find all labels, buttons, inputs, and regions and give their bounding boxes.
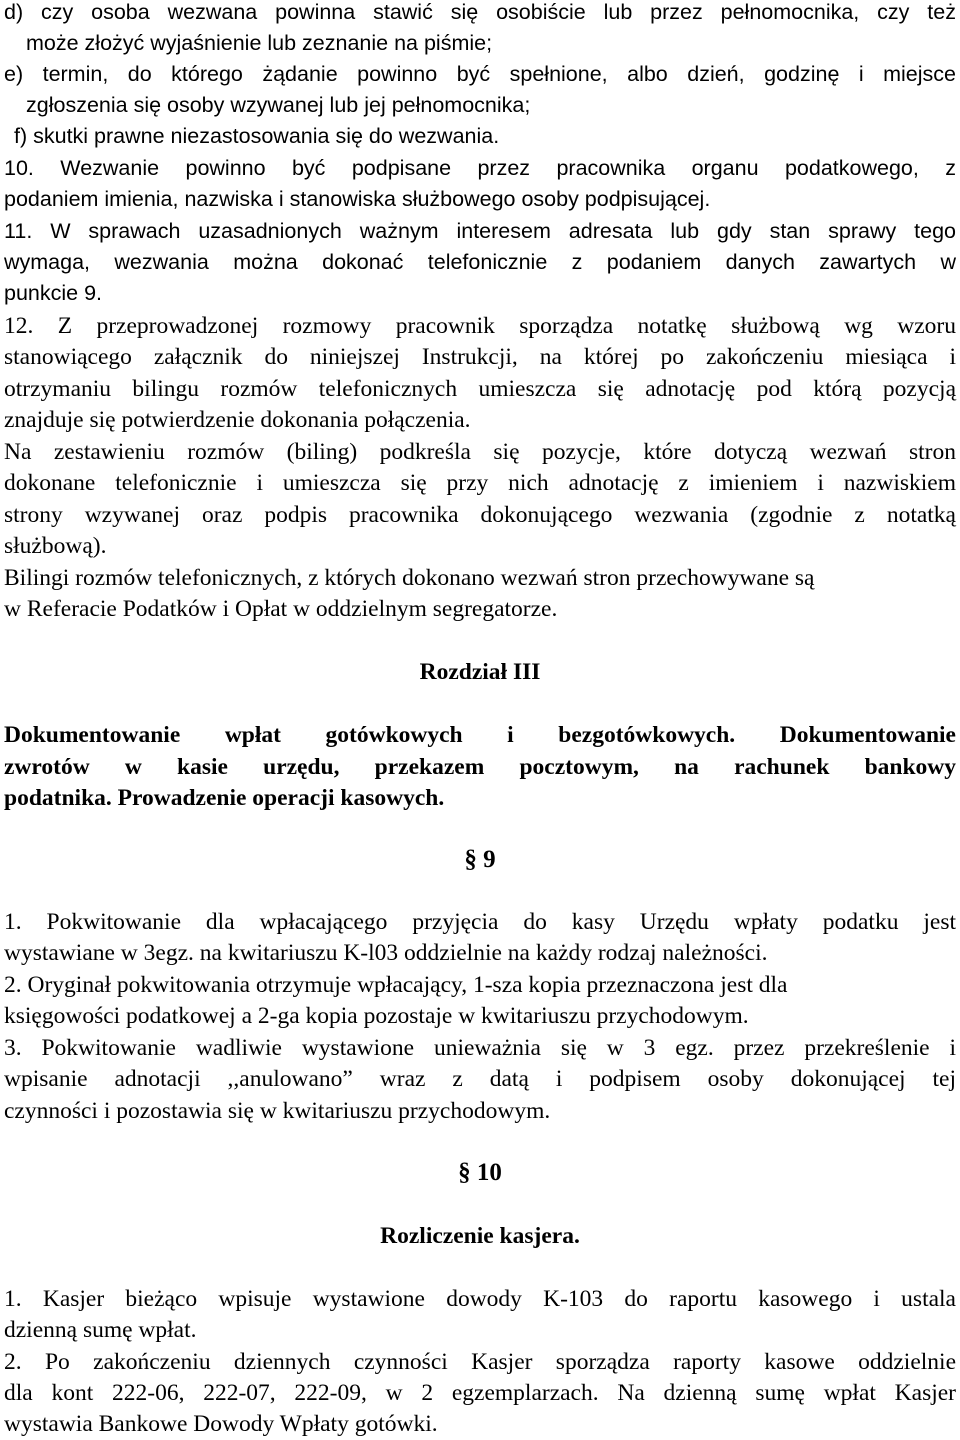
section-10-item-2-line-2: dla kont 222-06, 222-07, 222-09, w 2 egzemplarzach. Na dzienną sumę wpłat Kasjer: [4, 1380, 956, 1406]
list-item-e-line-1: e) termin, do którego żądanie powinno być spełnione, albo dzień, godzinę i miejsce: [4, 62, 956, 86]
paragraph-bilingi-line-1: Bilingi rozmów telefonicznych, z których dokonano wezwań stron przechowywane są: [4, 565, 815, 591]
section-10-item-1-line-2: dzienną sumę wpłat.: [4, 1317, 197, 1343]
section-9-item-2-line-1: 2. Oryginał pokwitowania otrzymuje wpłacający, 1-sza kopia przeznaczona jest dla: [4, 972, 788, 998]
paragraph-biling-line-3: strony wzywanej oraz podpis pracownika dokonującego wezwania (zgodnie z notatką: [4, 502, 956, 528]
section-9-item-1-line-2: wystawiane w 3egz. na kwitariuszu K-l03 oddzielnie na każdy rodzaj należności.: [4, 940, 768, 966]
paragraph-biling-line-4: służbową).: [4, 533, 107, 559]
chapter-title-line-3: podatnika. Prowadzenie operacji kasowych.: [4, 785, 445, 811]
paragraph-10-line-2: podaniem imienia, nazwiska i stanowiska służbowego osoby podpisującej.: [4, 187, 711, 211]
section-9-item-3-line-3: czynności i pozostawia się w kwitariuszu przychodowym.: [4, 1098, 551, 1124]
paragraph-12-line-2: stanowiącego załącznik do niniejszej Instrukcji, na której po zakończeniu miesiąca i: [4, 344, 956, 370]
section-9-item-3-line-2: wpisanie adnotacji ,,anulowano” wraz z datą i podpisem osoby dokonującej tej: [4, 1066, 956, 1092]
section-10-title: Rozliczenie kasjera.: [380, 1223, 580, 1249]
list-item-d-line-2: może złożyć wyjaśnienie lub zeznanie na piśmie;: [26, 31, 493, 55]
paragraph-11-line-3: punkcie 9.: [4, 281, 103, 305]
section-9-item-3-line-1: 3. Pokwitowanie wadliwie wystawione unieważnia się w 3 egz. przez przekreślenie i: [4, 1035, 956, 1061]
paragraph-12-line-4: znajduje się potwierdzenie dokonania połączenia.: [4, 407, 471, 433]
paragraph-11-line-1: 11. W sprawach uzasadnionych ważnym interesem adresata lub gdy stan sprawy tego: [4, 219, 956, 243]
list-item-d-line-1: d) czy osoba wezwana powinna stawić się osobiście lub przez pełnomocnika, czy też: [4, 0, 956, 24]
chapter-heading: Rozdział III: [419, 659, 541, 685]
paragraph-biling-line-2: dokonane telefonicznie i umieszcza się przy nich adnotację z imieniem i nazwiskiem: [4, 470, 956, 496]
paragraph-12-line-1: 12. Z przeprowadzonej rozmowy pracownik sporządza notatkę służbową wg wzoru: [4, 313, 956, 339]
chapter-title-line-2: zwrotów w kasie urzędu, przekazem pocztowym, na rachunek bankowy: [4, 754, 956, 780]
section-9-item-2-line-2: księgowości podatkowej a 2-ga kopia pozostaje w kwitariuszu przychodowym.: [4, 1003, 749, 1029]
section-10-item-1-line-1: 1. Kasjer bieżąco wpisuje wystawione dowody K-103 do raportu kasowego i ustala: [4, 1286, 956, 1312]
paragraph-12-line-3: otrzymaniu bilingu rozmów telefonicznych umieszcza się adnotację pod którą pozycją: [4, 376, 956, 402]
paragraph-biling-line-1: Na zestawieniu rozmów (biling) podkreśla się pozycje, które dotyczą wezwań stron: [4, 439, 956, 465]
paragraph-11-line-2: wymaga, wezwania można dokonać telefonicznie z podaniem danych zawartych w: [4, 250, 956, 274]
section-10-item-2-line-3: wystawia Bankowe Dowody Wpłaty gotówki.: [4, 1411, 438, 1437]
section-9-heading: § 9: [464, 846, 496, 873]
list-item-e-line-2: zgłoszenia się osoby wzywanej lub jej pełnomocnika;: [26, 93, 531, 117]
paragraph-bilingi-line-2: w Referacie Podatków i Opłat w oddzielnym segregatorze.: [4, 596, 558, 622]
list-item-f: f) skutki prawne niezastosowania się do wezwania.: [14, 124, 500, 148]
paragraph-10-line-1: 10. Wezwanie powinno być podpisane przez pracownika organu podatkowego, z: [4, 156, 956, 180]
chapter-title-line-1: Dokumentowanie wpłat gotówkowych i bezgotówkowych. Dokumentowanie: [4, 722, 956, 748]
section-10-heading: § 10: [458, 1159, 502, 1186]
section-9-item-1-line-1: 1. Pokwitowanie dla wpłacającego przyjęcia do kasy Urzędu wpłaty podatku jest: [4, 909, 956, 935]
section-10-item-2-line-1: 2. Po zakończeniu dziennych czynności Kasjer sporządza raporty kasowe oddzielnie: [4, 1349, 956, 1375]
